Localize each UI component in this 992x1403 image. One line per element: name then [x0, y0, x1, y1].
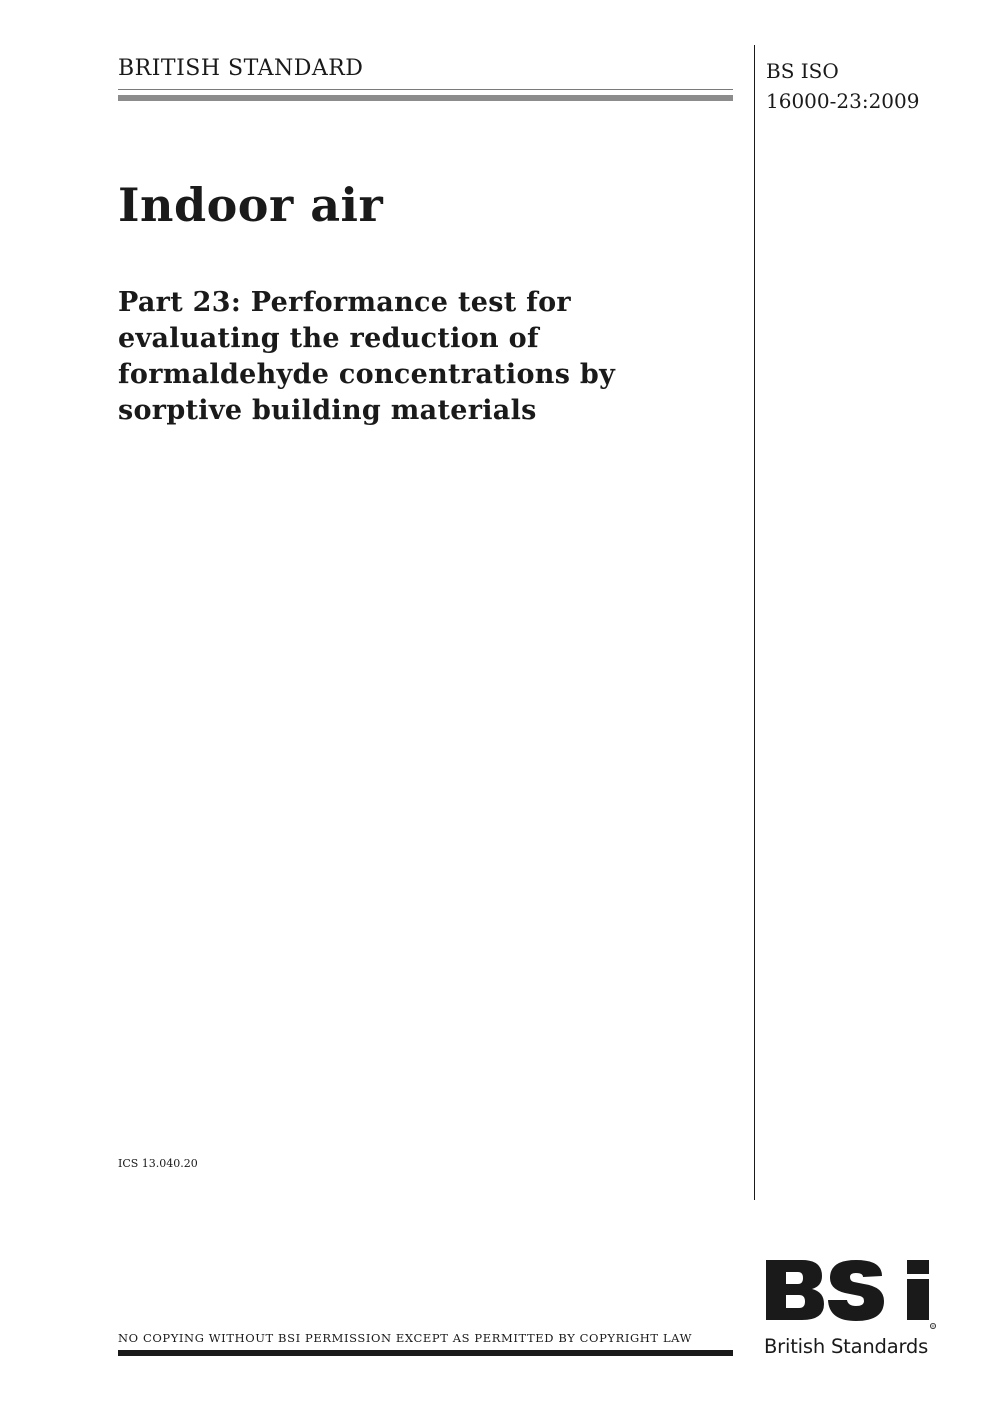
subtitle-line: Part 23: Performance test for	[118, 287, 571, 318]
document-subtitle	[118, 285, 718, 429]
subtitle-line: sorptive building materials	[118, 395, 537, 426]
standard-type-label: BRITISH STANDARD	[118, 56, 364, 81]
logo-text: British Standards	[764, 1335, 929, 1358]
document-title: Indoor air	[118, 178, 384, 232]
document-number	[766, 56, 919, 116]
footer-bar	[118, 1350, 733, 1356]
registered-mark: ®	[931, 1323, 935, 1329]
subtitle-line: formaldehyde concentrations by	[118, 359, 616, 390]
document-number-line-2: 16000-23:2009	[766, 89, 920, 113]
document-number-line-1: BS ISO	[766, 59, 839, 83]
vertical-divider	[754, 45, 755, 1200]
header-divider-thin	[118, 89, 733, 90]
subtitle-line: evaluating the reduction of	[118, 323, 539, 354]
copyright-notice: NO COPYING WITHOUT BSI PERMISSION EXCEPT AS PERMITTED BY COPYRIGHT LAW	[118, 1331, 693, 1345]
ics-code: ICS 13.040.20	[118, 1157, 198, 1170]
header-divider-thick	[118, 95, 733, 101]
